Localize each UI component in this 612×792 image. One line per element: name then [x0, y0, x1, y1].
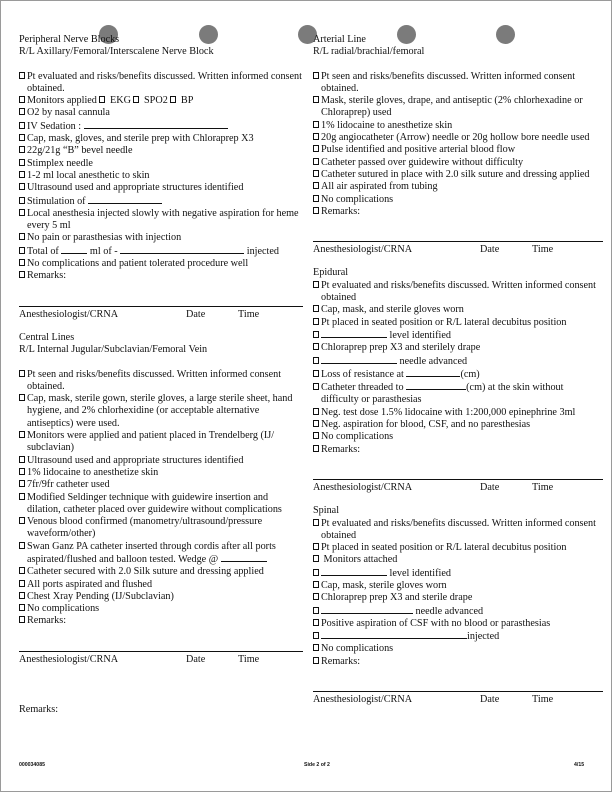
checklist-item: No pain or parasthesias with injection: [19, 232, 303, 244]
revision-date: 4/15: [574, 762, 585, 768]
checkbox[interactable]: [19, 122, 25, 129]
checkbox[interactable]: [313, 543, 319, 550]
checklist-item: level identified: [313, 329, 603, 342]
blank-line[interactable]: [61, 245, 87, 254]
checkbox[interactable]: [313, 555, 319, 562]
signature-row: [19, 309, 303, 321]
checkbox[interactable]: [19, 493, 25, 500]
checkbox[interactable]: [313, 158, 319, 165]
checklist-item: Stimulation of: [19, 195, 303, 208]
checklist-item: All air aspirated from tubing: [313, 181, 603, 193]
checkbox[interactable]: [313, 370, 319, 377]
signature-row: [313, 694, 603, 706]
signature-line[interactable]: [313, 690, 603, 692]
checkbox[interactable]: [19, 394, 25, 401]
signature-line[interactable]: [19, 305, 303, 307]
checklist-item: Chloraprep prep X3 and sterilely drape: [313, 342, 603, 354]
page-side: Side 2 of 2: [304, 762, 330, 768]
form-code: 000034085: [19, 762, 45, 768]
checklist-item: Cap, mask, and sterile gloves worn: [313, 304, 603, 316]
signature-role: Anesthesiologist/CRNA: [19, 308, 119, 320]
checklist: [19, 71, 303, 283]
checklist-item: Remarks:: [313, 444, 603, 456]
checklist-item: 1% lidocaine to anesthetize skin: [19, 467, 303, 479]
signature-time: Time: [532, 481, 554, 493]
checkbox[interactable]: [19, 468, 25, 475]
checkbox[interactable]: [313, 357, 319, 364]
checklist-item: Catheter threaded to (cm) at the skin without difficulty or parasthesias: [313, 381, 603, 407]
checklist-item: Ultrasound used and appropriate structures identified: [19, 455, 303, 467]
checklist-item: No complications: [313, 643, 603, 655]
checklist-item: Pt seen and risks/benefits discussed. Written informed consent obtained.: [313, 71, 603, 96]
checkbox[interactable]: [313, 632, 319, 639]
checkbox[interactable]: [19, 431, 25, 438]
blank-line[interactable]: [88, 195, 162, 204]
blank-line[interactable]: [321, 355, 397, 364]
checkbox[interactable]: [313, 445, 319, 452]
checkbox[interactable]: [19, 580, 25, 587]
checklist: [19, 369, 303, 628]
checklist-item: No complications: [313, 194, 603, 206]
checklist-item: No complications: [313, 431, 603, 443]
checkbox[interactable]: [19, 96, 25, 103]
checkbox[interactable]: [19, 159, 25, 166]
checkbox[interactable]: [313, 581, 319, 588]
signature-row: [19, 654, 303, 666]
peripheral-nerve-section: [19, 34, 303, 321]
checkbox[interactable]: [19, 233, 25, 240]
checklist-item: Chest Xray Pending (IJ/Subclavian): [19, 591, 303, 603]
section-subtitle: R/L Internal Jugular/Subclavian/Femoral Vein: [19, 344, 208, 356]
checklist-item: Pt evaluated and risks/benefits discussed. Written informed consent obtained: [313, 280, 603, 305]
checklist: [313, 518, 603, 669]
checklist-item: Loss of resistance at (cm): [313, 368, 603, 381]
checkbox[interactable]: [19, 134, 25, 141]
checklist-item: Pt placed in seated position or R/L lateral decubitus position: [313, 317, 603, 329]
checkbox[interactable]: [19, 517, 25, 524]
signature-role: Anesthesiologist/CRNA: [19, 653, 119, 665]
checklist-item: Stimplex needle: [19, 158, 303, 170]
checkbox[interactable]: [313, 383, 319, 390]
checkbox[interactable]: [170, 96, 176, 103]
signature-date: Date: [480, 244, 500, 256]
checklist-item: 1-2 ml local anesthetic to skin: [19, 170, 303, 182]
checklist-item: Catheter passed over guidewire without difficulty: [313, 157, 603, 169]
checkbox[interactable]: [19, 209, 25, 216]
blank-line[interactable]: [406, 368, 460, 377]
checkbox[interactable]: [19, 259, 25, 266]
checkbox[interactable]: [313, 195, 319, 202]
blank-line[interactable]: [321, 605, 413, 614]
section-title: Peripheral Nerve Blocks: [19, 34, 120, 45]
checklist-item: needle advanced: [313, 355, 603, 368]
checklist-item: Mask, sterile gloves, drape, and antiseptic (2% chlorhexadine or Chloraprep) used: [313, 95, 603, 120]
blank-line[interactable]: [321, 329, 387, 338]
checklist-item: 7fr/9fr catheter used: [19, 479, 303, 491]
checklist-item: Swan Ganz PA catheter inserted through cordis after all ports aspirated/flushed and balloon tested. Wedge @: [19, 541, 303, 567]
section-title: Arterial Line: [313, 34, 366, 45]
checkbox[interactable]: [313, 408, 319, 415]
checklist-item: Ultrasound used and appropriate structures identified: [19, 182, 303, 194]
signature-line[interactable]: [313, 478, 603, 480]
section-title: Spinal: [313, 505, 340, 517]
signature-line[interactable]: [313, 240, 603, 242]
checklist-item: Pt evaluated and risks/benefits discussed. Written informed consent obtained: [313, 518, 603, 543]
checklist-item: Pt evaluated and risks/benefits discussed. Written informed consent obtained.: [19, 71, 303, 96]
checklist-item: Neg. test dose 1.5% lidocaine with 1:200,000 epinephrine 3ml: [313, 407, 603, 419]
checkbox[interactable]: [19, 604, 25, 611]
signature-row: [313, 244, 603, 256]
epidural-section: [313, 267, 603, 494]
arterial-line-section: [313, 34, 603, 256]
blank-line[interactable]: [84, 120, 228, 129]
checkbox[interactable]: [133, 96, 139, 103]
signature-date: Date: [480, 694, 500, 706]
checklist-item: Total of ml of - injected: [19, 245, 303, 258]
checkbox[interactable]: [99, 96, 105, 103]
checklist-item: 20g angiocatheter (Arrow) needle or 20g hollow bore needle used: [313, 132, 603, 144]
blank-line[interactable]: [321, 567, 387, 576]
checkbox[interactable]: [313, 170, 319, 177]
checkbox[interactable]: [19, 616, 25, 623]
checklist-item: Positive aspiration of CSF with no blood or parasthesias: [313, 618, 603, 630]
checklist-item: Pulse identified and positive arterial blood flow: [313, 144, 603, 156]
checkbox[interactable]: [313, 72, 319, 79]
spinal-section: [313, 505, 603, 706]
signature-time: Time: [532, 244, 554, 256]
checkbox[interactable]: [313, 318, 319, 325]
checklist-item: Cap, mask, sterile gown, sterile gloves, a large sterile sheet, hand hygiene, and 2% chlorhexidine (or acceptable alternative antiseptics) were used.: [19, 393, 303, 430]
checkbox[interactable]: [19, 567, 25, 574]
signature-line[interactable]: [19, 650, 303, 652]
checklist-item: IV Sedation :: [19, 120, 303, 133]
signature-date: Date: [186, 653, 206, 665]
checkbox[interactable]: [313, 569, 319, 576]
checkbox[interactable]: [19, 197, 25, 204]
right-column: [313, 34, 603, 717]
blank-line[interactable]: [221, 553, 267, 562]
signature-time: Time: [532, 694, 554, 706]
checklist-item: Pt placed in seated position or R/L lateral decubitus position: [313, 542, 603, 554]
signature-role: Anesthesiologist/CRNA: [313, 244, 413, 256]
checklist: [313, 71, 603, 219]
checklist-item: No complications and patient tolerated procedure well: [19, 258, 303, 270]
checklist-item: Catheter secured with 2.0 Silk suture and dressing applied: [19, 566, 303, 578]
checklist-item: Remarks:: [313, 206, 603, 218]
central-lines-section: [19, 332, 303, 666]
checklist-item: Chloraprep prep X3 and sterile drape: [313, 592, 603, 604]
section-subtitle: R/L Axillary/Femoral/Interscalene Nerve Block: [19, 46, 214, 58]
blank-line[interactable]: [406, 381, 466, 390]
checkbox[interactable]: [19, 542, 25, 549]
checklist: [313, 280, 603, 456]
checklist-item: Venous blood confirmed (manometry/ultrasound/pressure waveform/other): [19, 516, 303, 541]
checkbox[interactable]: [19, 171, 25, 178]
checklist-item: Modified Seldinger technique with guidewire insertion and dilation, catheter placed over guidewire without complications: [19, 492, 303, 517]
checklist-item: All ports aspirated and flushed: [19, 579, 303, 591]
checkbox[interactable]: [313, 281, 319, 288]
section-title: Epidural: [313, 267, 349, 279]
checklist-item: needle advanced: [313, 605, 603, 618]
checkbox[interactable]: [313, 121, 319, 128]
checkbox[interactable]: [313, 432, 319, 439]
checklist-item: 22g/21g “B” bevel needle: [19, 145, 303, 157]
checklist-item: O2 by nasal cannula: [19, 107, 303, 119]
checkbox[interactable]: [19, 456, 25, 463]
checkbox[interactable]: [313, 519, 319, 526]
checkbox[interactable]: [313, 657, 319, 664]
signature-date: Date: [480, 481, 500, 493]
checklist-item: Cap, mask, gloves, and sterile prep with Chloraprep X3: [19, 133, 303, 145]
checklist-item: Remarks:: [19, 270, 303, 282]
checkbox[interactable]: [313, 343, 319, 350]
checklist-item: Monitors attached: [313, 554, 603, 566]
checklist-item: injected: [313, 630, 603, 643]
checklist-item: Pt seen and risks/benefits discussed. Written informed consent obtained.: [19, 369, 303, 394]
signature-time: Time: [238, 308, 260, 320]
checkbox[interactable]: [313, 644, 319, 651]
checkbox[interactable]: [313, 207, 319, 214]
blank-line[interactable]: [120, 245, 244, 254]
checklist-item: Monitors applied EKG SPO2 BP: [19, 95, 303, 107]
checkbox[interactable]: [19, 72, 25, 79]
checkbox[interactable]: [313, 331, 319, 338]
section-title: Central Lines: [19, 331, 75, 343]
blank-line[interactable]: [321, 630, 467, 639]
signature-role: Anesthesiologist/CRNA: [313, 481, 413, 493]
checklist-item: 1% lidocaine to anesthetize skin: [313, 120, 603, 132]
checklist-item: level identified: [313, 567, 603, 580]
checkbox[interactable]: [19, 480, 25, 487]
checkbox[interactable]: [19, 146, 25, 153]
checkbox[interactable]: [19, 271, 25, 278]
signature-role: Anesthesiologist/CRNA: [313, 694, 413, 706]
checklist-item: Remarks:: [313, 656, 603, 668]
signature-row: [313, 482, 603, 494]
checklist-item: Remarks:: [19, 615, 303, 627]
checklist-item: Local anesthesia injected slowly with negative aspiration for heme every 5 ml: [19, 208, 303, 233]
signature-time: Time: [238, 653, 260, 665]
checkbox[interactable]: [313, 182, 319, 189]
checkbox[interactable]: [313, 145, 319, 152]
checklist-item: No complications: [19, 603, 303, 615]
checkbox[interactable]: [313, 305, 319, 312]
signature-date: Date: [186, 308, 206, 320]
checkbox[interactable]: [313, 593, 319, 600]
left-column: [19, 34, 303, 677]
section-subtitle: R/L radial/brachial/femoral: [313, 46, 425, 58]
checklist-item: Cap, mask, sterile gloves worn: [313, 580, 603, 592]
checkbox[interactable]: [313, 619, 319, 626]
checkbox[interactable]: [313, 133, 319, 140]
checkbox[interactable]: [313, 96, 319, 103]
checkbox[interactable]: [313, 420, 319, 427]
checkbox[interactable]: [19, 183, 25, 190]
checklist-item: Catheter sutured in place with 2.0 silk suture and dressing applied: [313, 169, 603, 181]
checkbox[interactable]: [19, 592, 25, 599]
page-remarks-label: Remarks:: [19, 704, 59, 715]
checkbox[interactable]: [19, 370, 25, 377]
checklist-item: Neg. aspiration for blood, CSF, and no paresthesias: [313, 419, 603, 431]
checkbox[interactable]: [19, 247, 25, 254]
checklist-item: Monitors were applied and patient placed in Trendelberg (IJ/ subclavian): [19, 430, 303, 455]
checkbox[interactable]: [313, 607, 319, 614]
checkbox[interactable]: [19, 108, 25, 115]
